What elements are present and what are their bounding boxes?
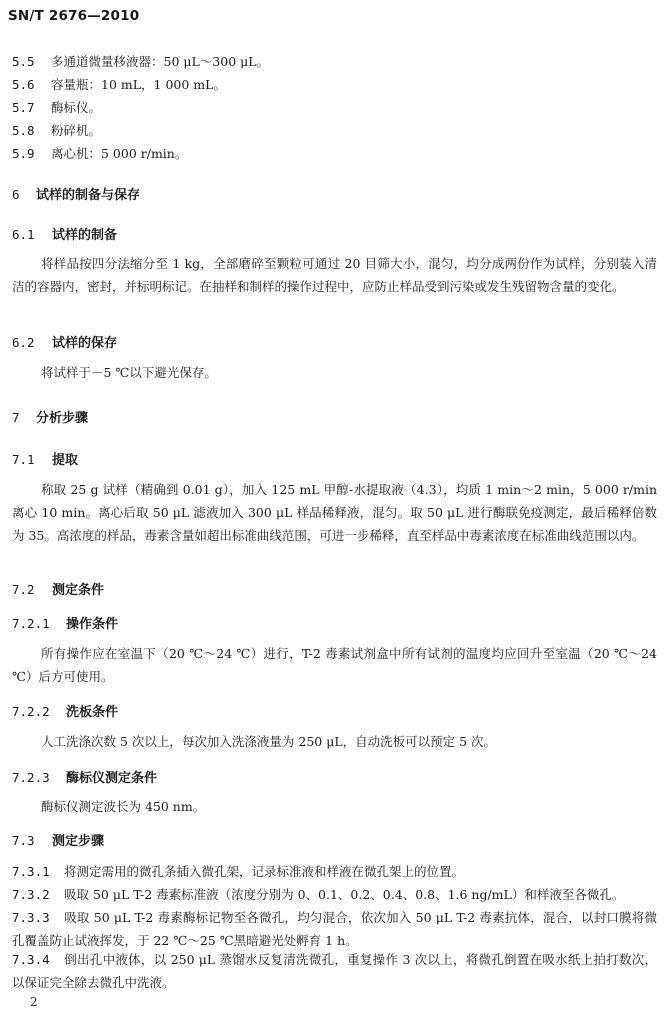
item-text: 酶标仪。 [51,100,102,115]
section-number: 7.2.3 [12,770,50,785]
step-text: 将测定需用的微孔条插入微孔架，记录标准液和样液在微孔架上的位置。 [64,864,465,879]
paragraph: 酶标仪测定波长为 450 nm。 [41,799,206,814]
section-number: 7.3 [12,833,35,848]
subsubsection-heading [12,701,118,720]
procedure-step [12,883,657,906]
item-text: 粉碎机。 [51,123,102,138]
equipment-item [12,144,187,162]
paragraph: 所有操作应在室温下（20 ℃～24 ℃）进行，T-2 毒素试剂盒中所有试剂的温度均应回升至室温（20 ℃～24 ℃）后方可使用。 [12,646,657,684]
section-number: 7.2 [12,582,35,597]
section-title: 测定步骤 [52,834,105,849]
section-number: 7.1 [12,452,35,467]
document-header: SN/T 2676—2010 [8,8,140,24]
step-text: 吸取 50 μL T-2 毒素标准液（浓度分别为 0、0.1、0.2、0.4、0.8、1.6 ng/mL）和样液至各微孔。 [64,887,625,902]
section-title: 试样的制备 [52,228,118,243]
section-title: 试样的制备与保存 [36,188,141,203]
section-title: 酶标仪测定条件 [66,771,158,786]
item-number: 5.5 [12,54,35,69]
equipment-item [12,98,101,116]
item-number: 5.6 [12,77,35,92]
subsection-heading [12,449,78,468]
section-heading [12,184,140,203]
procedure-step [12,906,657,952]
paragraph: 人工洗涤次数 5 次以上，每次加入洗涤液量为 250 μL，自动洗板可以预定 5 次。 [41,734,497,749]
item-number: 5.8 [12,123,35,138]
subsection-heading [12,579,104,598]
step-number: 7.3.2 [12,887,50,902]
subsubsection-heading [12,767,157,786]
procedure-step [12,948,657,994]
procedure-step [12,860,657,883]
item-number: 5.9 [12,146,35,161]
step-text: 倒出孔中液体，以 250 μL 蒸馏水反复清洗微孔，重复操作 3 次以上，将微孔倒置在吸水纸上拍打数次，以保证完全除去微孔中洗液。 [12,952,657,990]
section-title: 试样的保存 [52,336,118,351]
step-number: 7.3.4 [12,952,50,967]
equipment-item [12,52,269,70]
section-title: 洗板条件 [66,705,119,720]
section-title: 测定条件 [52,583,105,598]
paragraph: 称取 25 g 试样（精确到 0.01 g），加入 125 mL 甲醇-水提取液（4.3），均质 1 min～2 min，5 000 r/min 离心 10 min。离心后取 50 μL 滤液加入 300 μL 样品稀释液，混匀。取 50 μL 进行酶联免疫测定，最后稀释倍数为 35。高浓度的样品，毒素含量如超出标准曲线范围，可进一步稀释，直至样品中毒素浓度在标准曲线范围以内。 [12,482,657,543]
item-text: 多通道微量移液器：50 μL～300 μL。 [51,54,270,69]
paragraph: 将样品按四分法缩分至 1 kg，全部磨碎至颗粒可通过 20 目筛大小，混匀，均分成两份作为试样，分别装入清洁的容器内，密封，并标明标记。在抽样和制样的操作过程中，应防止样品受到污染或发生残留物含量的变化。 [12,256,657,294]
item-text: 容量瓶：10 mL，1 000 mL。 [51,77,226,92]
page-number: 2 [30,995,38,1009]
step-number: 7.3.3 [12,910,50,925]
step-text: 吸取 50 μL T-2 毒素酶标记物至各微孔，均匀混合，依次加入 50 μL T-2 毒素抗体，混合，以封口膜将微孔覆盖防止试液挥发，于 22 ℃～25 ℃黑暗避光处孵育 1 h。 [12,910,657,948]
paragraph: 将试样于－5 ℃以下避光保存。 [41,365,217,380]
item-number: 5.7 [12,100,35,115]
equipment-item [12,75,226,93]
section-title: 操作条件 [66,617,119,632]
section-number: 7.2.1 [12,616,50,631]
section-number: 7.2.2 [12,704,50,719]
section-number: 6.1 [12,227,35,242]
equipment-item [12,121,101,139]
subsubsection-heading [12,613,118,632]
section-number: 7 [12,410,20,425]
subsection-heading [12,830,104,849]
section-number: 6 [12,187,20,202]
subsection-heading [12,224,117,243]
section-title: 提取 [52,453,79,468]
subsection-heading [12,332,117,351]
item-text: 离心机：5 000 r/min。 [51,146,188,161]
section-title: 分析步骤 [36,411,89,426]
section-number: 6.2 [12,335,35,350]
section-heading [12,407,88,426]
step-number: 7.3.1 [12,864,50,879]
